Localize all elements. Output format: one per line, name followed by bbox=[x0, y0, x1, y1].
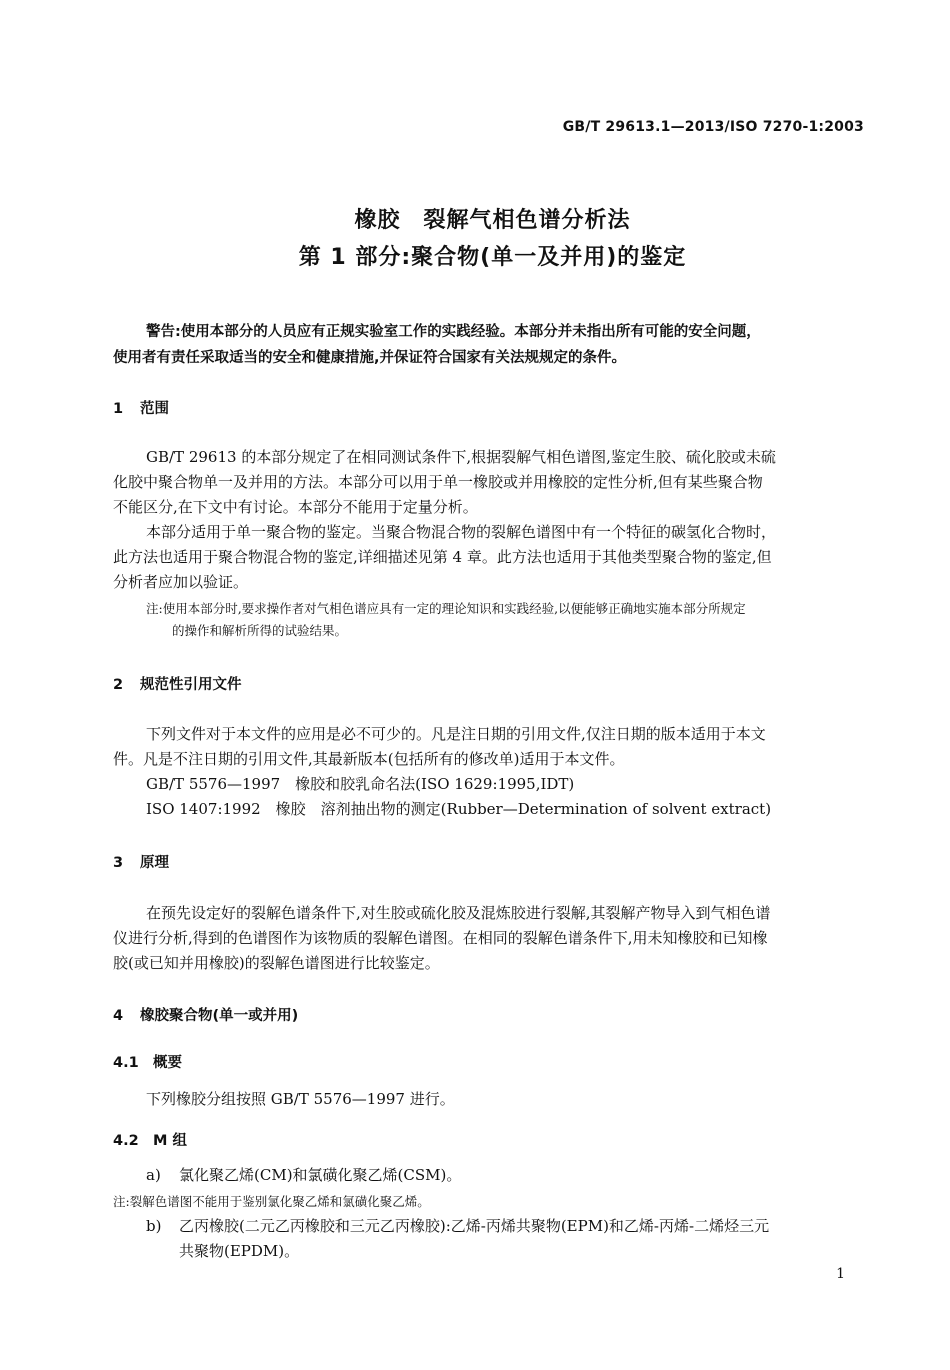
list-label: b) bbox=[146, 1217, 162, 1235]
warning-paragraph bbox=[113, 319, 868, 371]
list-item-b bbox=[146, 1214, 868, 1264]
page-number: 1 bbox=[836, 1266, 845, 1282]
section-1-heading bbox=[113, 397, 169, 418]
body-line: 胶(或已知并用橡胶)的裂解色谱图进行比较鉴定。 bbox=[113, 954, 440, 972]
reference-item: GB/T 5576—1997 橡胶和胶乳命名法(ISO 1629:1995,IDT) bbox=[146, 775, 575, 793]
note-line: 注:使用本部分时,要求操作者对气相色谱应具有一定的理论知识和实践经验,以便能够正确地实施本部分所规定 bbox=[146, 601, 746, 616]
list-text: 乙丙橡胶(二元乙丙橡胶和三元乙丙橡胶):乙烯-丙烯共聚物(EPM)和乙烯-丙烯-二烯烃三元 bbox=[179, 1217, 770, 1235]
section-number: 4.1 bbox=[113, 1055, 139, 1071]
section-number: 2 bbox=[113, 677, 124, 693]
section-number: 1 bbox=[113, 401, 124, 417]
section-title: 范围 bbox=[140, 401, 169, 417]
section-4-2-note: 注:裂解色谱图不能用于鉴别氯化聚乙烯和氯磺化聚乙烯。 bbox=[113, 1194, 430, 1209]
body-line: 本部分适用于单一聚合物的鉴定。当聚合物混合物的裂解色谱图中有一个特征的碳氢化合物时， bbox=[146, 523, 777, 541]
warning-line: 警告:使用本部分的人员应有正规实验室工作的实践经验。本部分并未指出所有可能的安全问题， bbox=[146, 324, 761, 340]
section-3-heading bbox=[113, 851, 169, 872]
section-title: 橡胶聚合物(单一或并用) bbox=[140, 1008, 299, 1024]
section-number: 3 bbox=[113, 855, 124, 871]
section-title: 概要 bbox=[153, 1055, 182, 1071]
list-item-a bbox=[146, 1163, 868, 1188]
section-3-body bbox=[113, 901, 868, 976]
section-title: 规范性引用文件 bbox=[140, 677, 242, 693]
body-line: 化胶中聚合物单一及并用的方法。本部分可以用于单一橡胶或并用橡胶的定性分析,但有某些聚合物 bbox=[113, 473, 763, 491]
body-line: 下列橡胶分组按照 GB/T 5576—1997 进行。 bbox=[146, 1090, 455, 1108]
document-title-line1: 橡胶 裂解气相色谱分析法 bbox=[354, 208, 631, 233]
section-2-body bbox=[113, 722, 868, 822]
body-line: 此方法也适用于聚合物混合物的鉴定,详细描述见第 4 章。此方法也适用于其他类型聚合物的鉴定,但 bbox=[113, 548, 772, 566]
section-4-1-heading bbox=[113, 1051, 182, 1072]
note-line: 的操作和解析所得的试验结果。 bbox=[172, 623, 348, 638]
body-line: 下列文件对于本文件的应用是必不可少的。凡是注日期的引用文件,仅注日期的版本适用于本文 bbox=[146, 725, 766, 743]
body-line: GB/T 29613 的本部分规定了在相同测试条件下,根据裂解气相色谱图,鉴定生胶、硫化胶或未硫 bbox=[146, 448, 776, 466]
section-title: M 组 bbox=[153, 1133, 187, 1149]
body-line: 不能区分,在下文中有讨论。本部分不能用于定量分析。 bbox=[113, 498, 478, 516]
body-line: 仪进行分析,得到的色谱图作为该物质的裂解色谱图。在相同的裂解色谱条件下,用未知橡胶和已知橡 bbox=[113, 929, 768, 947]
section-title: 原理 bbox=[140, 855, 169, 871]
list-text: 氯化聚乙烯(CM)和氯磺化聚乙烯(CSM)。 bbox=[179, 1166, 462, 1184]
section-4-1-body bbox=[113, 1087, 868, 1112]
list-text: 共聚物(EPDM)。 bbox=[179, 1242, 300, 1260]
section-number: 4 bbox=[113, 1008, 124, 1024]
section-number: 4.2 bbox=[113, 1133, 139, 1149]
body-line: 分析者应加以验证。 bbox=[113, 573, 249, 591]
section-2-heading bbox=[113, 673, 242, 694]
list-label: a) bbox=[146, 1166, 161, 1184]
document-title-line2: 第 1 部分:聚合物(单一及并用)的鉴定 bbox=[298, 245, 687, 270]
body-line: 在预先设定好的裂解色谱条件下,对生胶或硫化胶及混炼胶进行裂解,其裂解产物导入到气相色谱 bbox=[146, 904, 771, 922]
section-1-body bbox=[113, 445, 868, 595]
document-header-code: GB/T 29613.1—2013/ISO 7270-1:2003 bbox=[562, 119, 864, 135]
section-4-2-heading bbox=[113, 1129, 187, 1150]
body-line: 件。凡是不注日期的引用文件,其最新版本(包括所有的修改单)适用于本文件。 bbox=[113, 750, 625, 768]
section-1-note bbox=[146, 598, 868, 642]
reference-item: ISO 1407:1992 橡胶 溶剂抽出物的测定(Rubber—Determination of solvent extract) bbox=[146, 800, 772, 818]
section-4-heading bbox=[113, 1004, 298, 1025]
warning-line: 使用者有责任采取适当的安全和健康措施,并保证符合国家有关法规规定的条件。 bbox=[113, 350, 627, 366]
